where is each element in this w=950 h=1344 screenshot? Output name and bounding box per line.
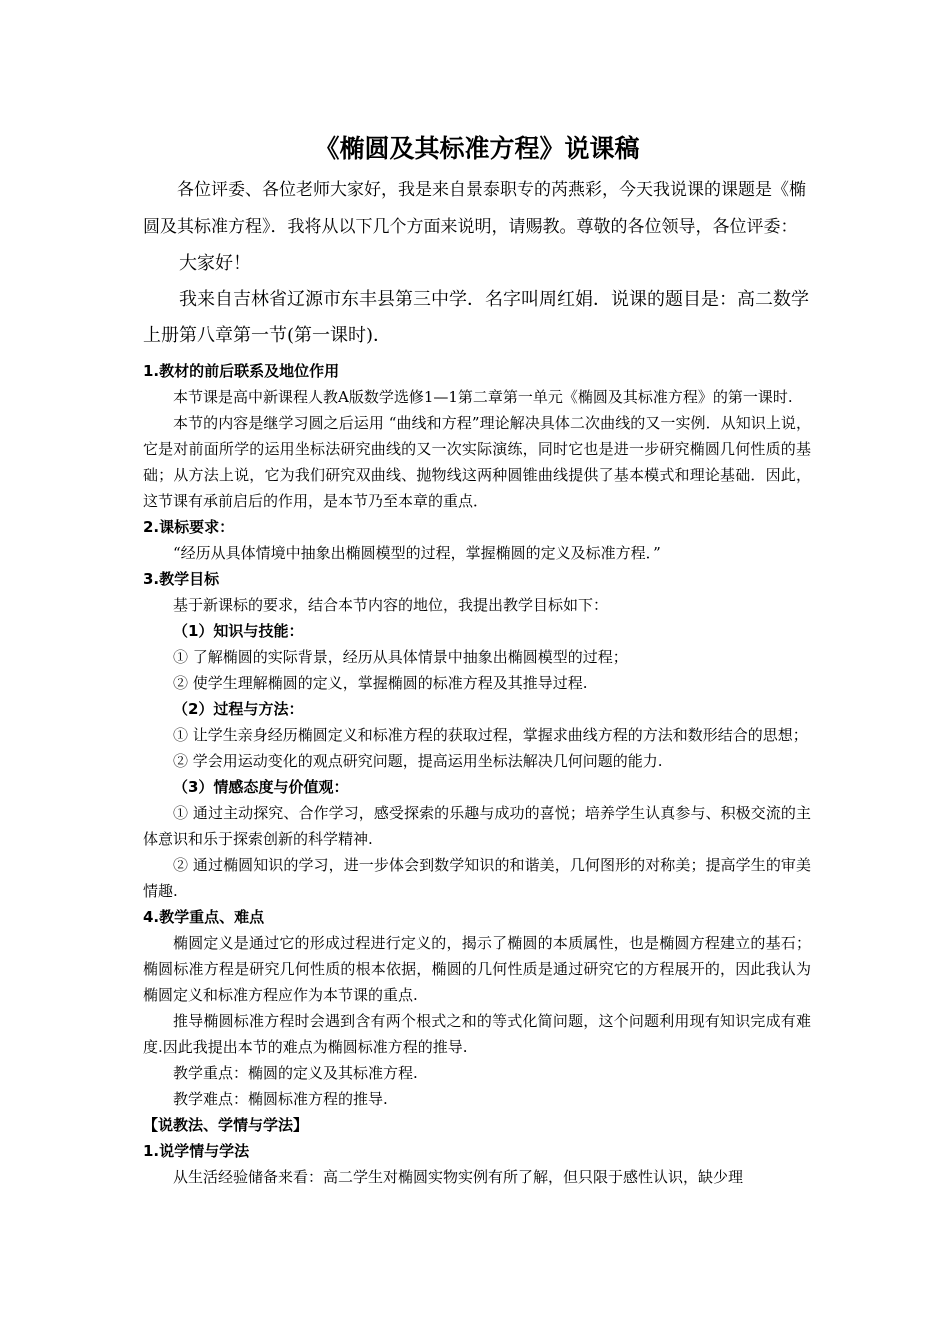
section-4-paragraph-4: 教学难点：椭圆标准方程的推导.	[173, 1090, 388, 1108]
list-item: ② 通过椭圆知识的学习，进一步体会到数学知识的和谐美，几何图形的对称美；提高学生的审美情趣.	[143, 856, 811, 900]
list-item: ① 通过主动探究、合作学习，感受探索的乐趣与成功的喜悦；培养学生认真参与、积极交流的主体意识和乐于探索创新的科学精神.	[143, 804, 811, 848]
section-5-subheading: 1.说学情与学法	[143, 1142, 250, 1160]
list-item: ① 了解椭圆的实际背景，经历从具体情景中抽象出椭圆模型的过程；	[173, 648, 628, 666]
document-title: 《椭圆及其标准方程》说课稿	[314, 134, 640, 163]
section-5-paragraph-1: 从生活经验储备来看：高二学生对椭圆实物实例有所了解，但只限于感性认识，缺少理	[173, 1168, 744, 1186]
section-heading-5: 【说教法、学情与学法】	[143, 1116, 309, 1134]
section-2-paragraph-1: “经历从具体情境中抽象出椭圆模型的过程，掌握椭圆的定义及标准方程．”	[173, 544, 661, 562]
section-heading-3: 3.教学目标	[143, 570, 220, 588]
list-item: ② 学会用运动变化的观点研究问题，提高运用坐标法解决几何问题的能力.	[173, 752, 663, 770]
document-page	[143, 128, 811, 1190]
intro-paragraph-2: 我来自吉林省辽源市东丰县第三中学．名字叫周红娟．说课的题目是：高二数学上册第八章第一节(第一课时)．	[143, 289, 809, 346]
greeting-line: 大家好！	[179, 253, 251, 274]
section-1-paragraph-1: 本节课是高中新课程人教A版数学选修1—1第二章第一单元《椭圆及其标准方程》的第一课时.	[173, 388, 793, 406]
subheading-attitude-values: （3）情感态度与价值观：	[173, 778, 349, 796]
section-3-paragraph-1: 基于新课标的要求，结合本节内容的地位，我提出教学目标如下：	[173, 596, 609, 614]
section-heading-2: 2.课标要求：	[143, 518, 235, 536]
section-4-paragraph-1: 椭圆定义是通过它的形成过程进行定义的，揭示了椭圆的本质属性，也是椭圆方程建立的基石；椭圆标准方程是研究几何性质的根本依据，椭圆的几何性质是通过研究它的方程展开的，因此我认为椭圆定义和标准方程应作为本节课的重点.	[143, 934, 811, 1004]
section-4-paragraph-2: 推导椭圆标准方程时会遇到含有两个根式之和的等式化简问题，这个问题利用现有知识完成有难度.因此我提出本节的难点为椭圆标准方程的推导.	[143, 1012, 811, 1056]
section-1-paragraph-2: 本节的内容是继学习圆之后运用 “曲线和方程”理论解决具体二次曲线的又一实例．从知识上说，它是对前面所学的运用坐标法研究曲线的又一次实际演练，同时它也是进一步研究椭圆几何性质的基础；从方法上说，它为我们研究双曲线、抛物线这两种圆锥曲线提供了基本模式和理论基础．因此，这节课有承前启后的作用，是本节乃至本章的重点．	[143, 414, 811, 510]
section-4-paragraph-3: 教学重点：椭圆的定义及其标准方程.	[173, 1064, 418, 1082]
list-item: ② 使学生理解椭圆的定义，掌握椭圆的标准方程及其推导过程.	[173, 674, 588, 692]
section-heading-1: 1.教材的前后联系及地位作用	[143, 362, 340, 380]
section-heading-4: 4.教学重点、难点	[143, 908, 265, 926]
intro-paragraph: 各位评委、各位老师大家好，我是来自景泰职专的芮燕彩，今天我说课的课题是《椭圆及其标准方程》．我将从以下几个方面来说明，请赐教。尊敬的各位领导，各位评委：	[143, 180, 806, 237]
list-item: ① 让学生亲身经历椭圆定义和标准方程的获取过程，掌握求曲线方程的方法和数形结合的思想；	[173, 726, 808, 744]
subheading-knowledge-skills: （1）知识与技能：	[173, 622, 304, 640]
subheading-process-methods: （2）过程与方法：	[173, 700, 304, 718]
